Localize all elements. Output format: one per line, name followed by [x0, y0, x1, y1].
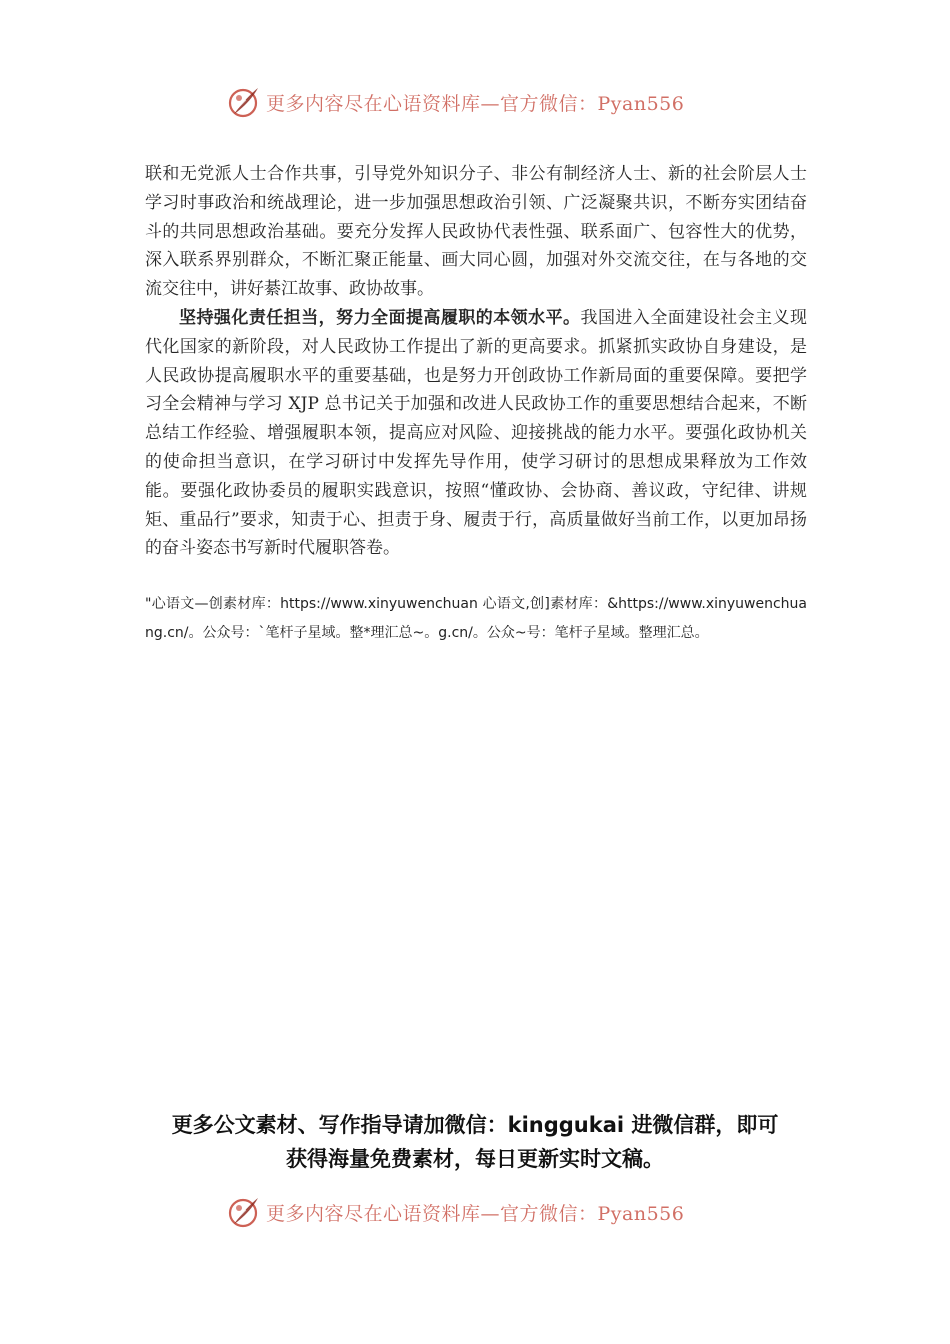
quill-pen-logo-icon	[226, 84, 262, 120]
footer-banner-text: 更多内容尽在心语资料库—官方微信：Pyan556	[266, 1202, 685, 1225]
promo-notice	[100, 1108, 850, 1176]
source-note: "心语文—创素材库：https://www.xinyuwenchuan 心语文,创]素材库：&https://www.xinyuwenchuang.cn/。公众号：`笔杆子星域。整*理汇总~。g.cn/。公众~号：笔杆子星域。整理汇总。	[145, 596, 807, 641]
article-paragraph: 联和无党派人士合作共事，引导党外知识分子、非公有制经济人士、新的社会阶层人士学习时事政治和统战理论，进一步加强思想政治引领、广泛凝聚共识，不断夯实团结奋斗的共同思想政治基础。要充分发挥人民政协代表性强、联系面广、包容性大的优势，深入联系界别群众，不断汇聚正能量、画大同心圆，加强对外交流交往，在与各地的交流交往中，讲好綦江故事、政协故事。	[145, 164, 807, 300]
header-banner	[226, 82, 726, 122]
paragraph-lead-sentence: 坚持强化责任担当，努力全面提高履职的本领水平。	[179, 307, 581, 328]
promo-line: 获得海量免费素材，每日更新实时文稿。	[286, 1147, 664, 1171]
header-banner-text: 更多内容尽在心语资料库—官方微信：Pyan556	[266, 92, 685, 115]
footer-banner	[226, 1192, 726, 1232]
article-body	[145, 160, 807, 563]
promo-line: 更多公文素材、写作指导请加微信：kinggukai 进微信群，即可	[171, 1113, 779, 1137]
paragraph-body-text: 我国进入全面建设社会主义现代化国家的新阶段，对人民政协工作提出了新的更高要求。抓紧抓实政协自身建设，是人民政协提高履职水平的重要基础，也是努力开创政协工作新局面的重要保障。要把学习全会精神与学习 XJP 总书记关于加强和改进人民政协工作的重要思想结合起来，不断总结工作经验、增强履职本领，提高应对风险、迎接挑战的能力水平。要强化政协机关的使命担当意识，在学习研讨中发挥先导作用，使学习研讨的思想成果释放为工作效能。要强化政协委员的履职实践意识，按照“懂政协、会协商、善议政，守纪律、讲规矩、重品行”要求，知责于心、担责于身、履责于行，高质量做好当前工作，以更加昂扬的奋斗姿态书写新时代履职答卷。	[145, 307, 808, 559]
quill-pen-logo-icon	[226, 1194, 262, 1230]
article-paragraph	[145, 304, 807, 563]
